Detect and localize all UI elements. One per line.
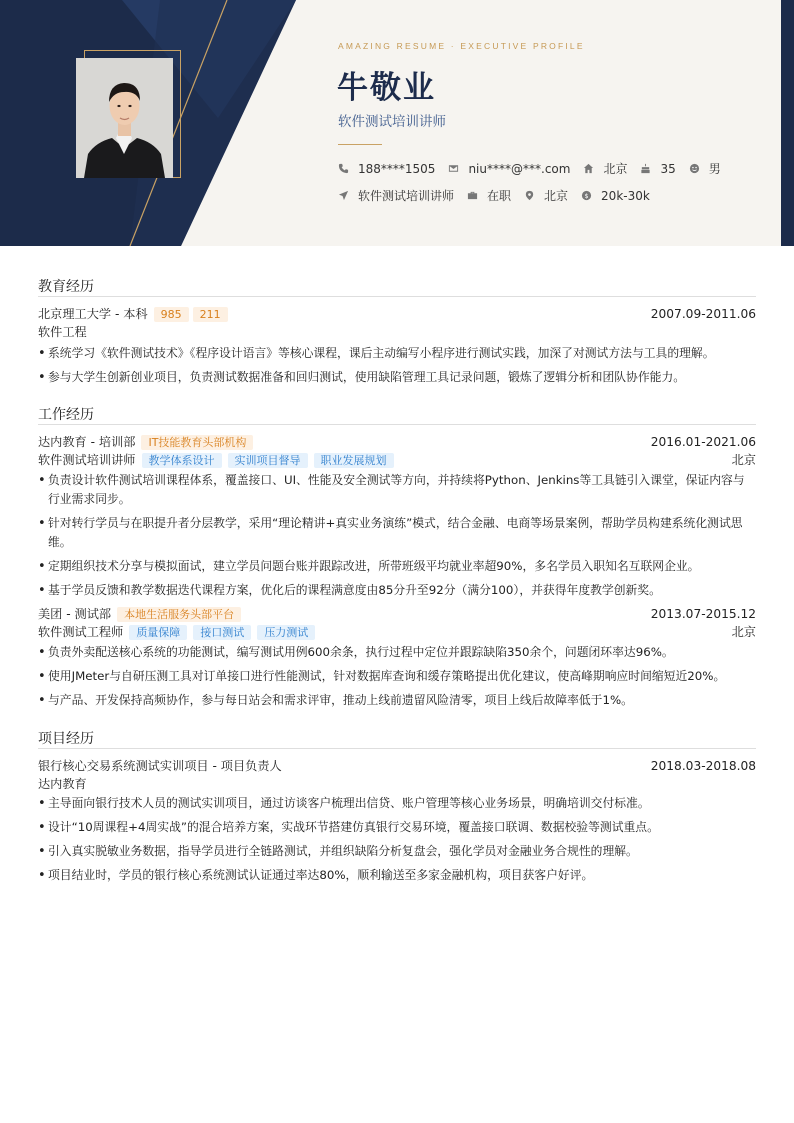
role-tag: 实训项目督导	[228, 453, 308, 468]
status-info	[467, 187, 511, 204]
age-info	[640, 162, 675, 176]
salary-info	[581, 189, 650, 203]
email-text: niu****@***.com	[468, 161, 571, 176]
major: 软件工程	[38, 325, 87, 339]
job-city: 北京	[731, 453, 756, 467]
phone-text: 188****1505	[358, 161, 436, 176]
job-role: 软件测试培训讲师	[38, 453, 136, 467]
company-tag: IT技能教育头部机构	[141, 435, 253, 450]
cake-icon	[640, 163, 651, 174]
header-right-strip	[781, 0, 794, 246]
job-role-row	[38, 623, 756, 641]
phone-icon	[338, 163, 349, 174]
phone-info	[338, 162, 435, 176]
list-item: • 基于学员反馈和教学数据迭代课程方案，优化后的课程满意度由85分升至92分（满分100），并获得年度教学创新奖。	[38, 581, 756, 600]
education-major-row	[38, 323, 756, 341]
projects-section	[38, 728, 756, 890]
list-item: • 参与大学生创新创业项目，负责测试数据准备和回归测试，使用缺陷管理工具记录问题，锻炼了逻辑分析和团队协作能力。	[38, 368, 756, 387]
list-item: • 系统学习《软件测试技术》《程序设计语言》等核心课程，课后主动编写小程序进行测试实践，加深了对测试方法与工具的理解。	[38, 344, 756, 363]
list-item: • 设计“10周课程+4周实战”的混合培养方案，实战环节搭建仿真银行交易环境，覆盖接口联调、数据校验等测试重点。	[38, 818, 756, 837]
role-tag: 教学体系设计	[142, 453, 222, 468]
school-name: 北京理工大学 - 本科	[38, 307, 148, 321]
project-org-row	[38, 775, 756, 793]
target-city-info	[524, 187, 568, 204]
target-position-text: 软件测试培训讲师	[358, 189, 455, 203]
candidate-title: 软件测试培训讲师	[338, 114, 446, 130]
work-section	[38, 404, 756, 715]
list-item: • 负责设计软件测试培训课程体系，覆盖接口、UI、性能及安全测试等方向，并持续将Python、Jenkins等工具链引入课堂，保证内容与行业需求同步。	[38, 471, 756, 509]
project-name: 银行核心交易系统测试实训项目 - 项目负责人	[38, 759, 282, 773]
job-dates: 2016.01-2021.06	[650, 435, 756, 449]
role-tag: 职业发展规划	[314, 453, 394, 468]
money-icon	[581, 190, 592, 201]
school-tag: 211	[193, 307, 228, 322]
job-bullets	[38, 643, 756, 710]
company-tag: 本地生活服务头部平台	[117, 607, 241, 622]
project-bullets	[38, 794, 756, 885]
job-city: 北京	[731, 625, 756, 639]
location-text: 北京	[603, 162, 628, 176]
job-role: 软件测试工程师	[38, 625, 124, 639]
list-item: • 与产品、开发保持高频协作，参与每日站会和需求评审，推动上线前遗留风险清零，项目上线后故障率低于1%。	[38, 691, 756, 710]
target-city-text: 北京	[544, 189, 569, 203]
company-name: 达内教育 - 培训部	[38, 435, 136, 449]
job-intent-row	[338, 187, 663, 204]
company-name: 美团 - 测试部	[38, 607, 112, 621]
list-item: • 引入真实脱敏业务数据，指导学员进行全链路测试，并组织缺陷分析复盘会，强化学员对金融业务合规性的理解。	[38, 842, 756, 861]
work-heading: 工作经历	[38, 404, 756, 425]
home-icon	[583, 163, 594, 174]
email-info	[448, 162, 570, 176]
location-info	[583, 160, 627, 177]
list-item: • 主导面向银行技术人员的测试实训项目，通过访谈客户梳理出信贷、账户管理等核心业务场景，明确培训交付标准。	[38, 794, 756, 813]
education-heading: 教育经历	[38, 276, 756, 297]
gender-text: 男	[708, 162, 721, 176]
role-tag: 接口测试	[193, 625, 251, 640]
job-bullets	[38, 471, 756, 600]
candidate-name: 牛敬业	[337, 70, 436, 106]
job-header-row	[38, 605, 756, 623]
project-org: 达内教育	[38, 777, 87, 791]
role-tag: 质量保障	[129, 625, 187, 640]
smiley-icon	[689, 163, 700, 174]
gender-info	[689, 160, 721, 177]
education-header-row	[38, 305, 756, 323]
list-item: • 项目结业时，学员的银行核心系统测试认证通过率达80%，顺利输送至多家金融机构，项目获客户好评。	[38, 866, 756, 885]
status-text: 在职	[487, 189, 512, 203]
svg-text:$: $	[584, 191, 589, 200]
age-text: 35	[660, 161, 676, 176]
mail-icon	[448, 163, 459, 174]
list-item: • 使用JMeter与自研压测工具对订单接口进行性能测试，针对数据库查询和缓存策略提出优化建议，使高峰期响应时间缩短近20%。	[38, 667, 756, 686]
list-item: • 针对转行学员与在职提升者分层教学，采用“理论精讲+真实业务演练”模式，结合金融、电商等场景案例，帮助学员构建系统化测试思维。	[38, 514, 756, 552]
profile-photo	[76, 58, 173, 178]
title-divider	[338, 144, 382, 145]
role-tag: 压力测试	[257, 625, 315, 640]
briefcase-icon	[467, 190, 478, 201]
location-pin-icon	[524, 190, 535, 201]
target-position-info	[338, 187, 454, 204]
education-section	[38, 276, 756, 392]
contact-row	[338, 160, 734, 177]
header-tagline: AMAZING RESUME · EXECUTIVE PROFILE	[338, 41, 585, 51]
education-dates: 2007.09-2011.06	[650, 307, 756, 321]
salary-text: 20k-30k	[601, 188, 650, 203]
list-item: • 定期组织技术分享与模拟面试，建立学员问题台账并跟踪改进，所带班级平均就业率超90%，多名学员入职知名互联网企业。	[38, 557, 756, 576]
job-header-row	[38, 433, 756, 451]
projects-heading: 项目经历	[38, 728, 756, 749]
school-tag: 985	[154, 307, 189, 322]
education-bullets	[38, 344, 756, 387]
job-role-row	[38, 451, 756, 469]
list-item: • 负责外卖配送核心系统的功能测试，编写测试用例600余条，执行过程中定位并跟踪缺陷350余个，问题闭环率达96%。	[38, 643, 756, 662]
send-icon	[338, 190, 349, 201]
job-dates: 2013.07-2015.12	[650, 607, 756, 621]
project-dates: 2018.03-2018.08	[650, 759, 756, 773]
project-header-row	[38, 757, 756, 775]
